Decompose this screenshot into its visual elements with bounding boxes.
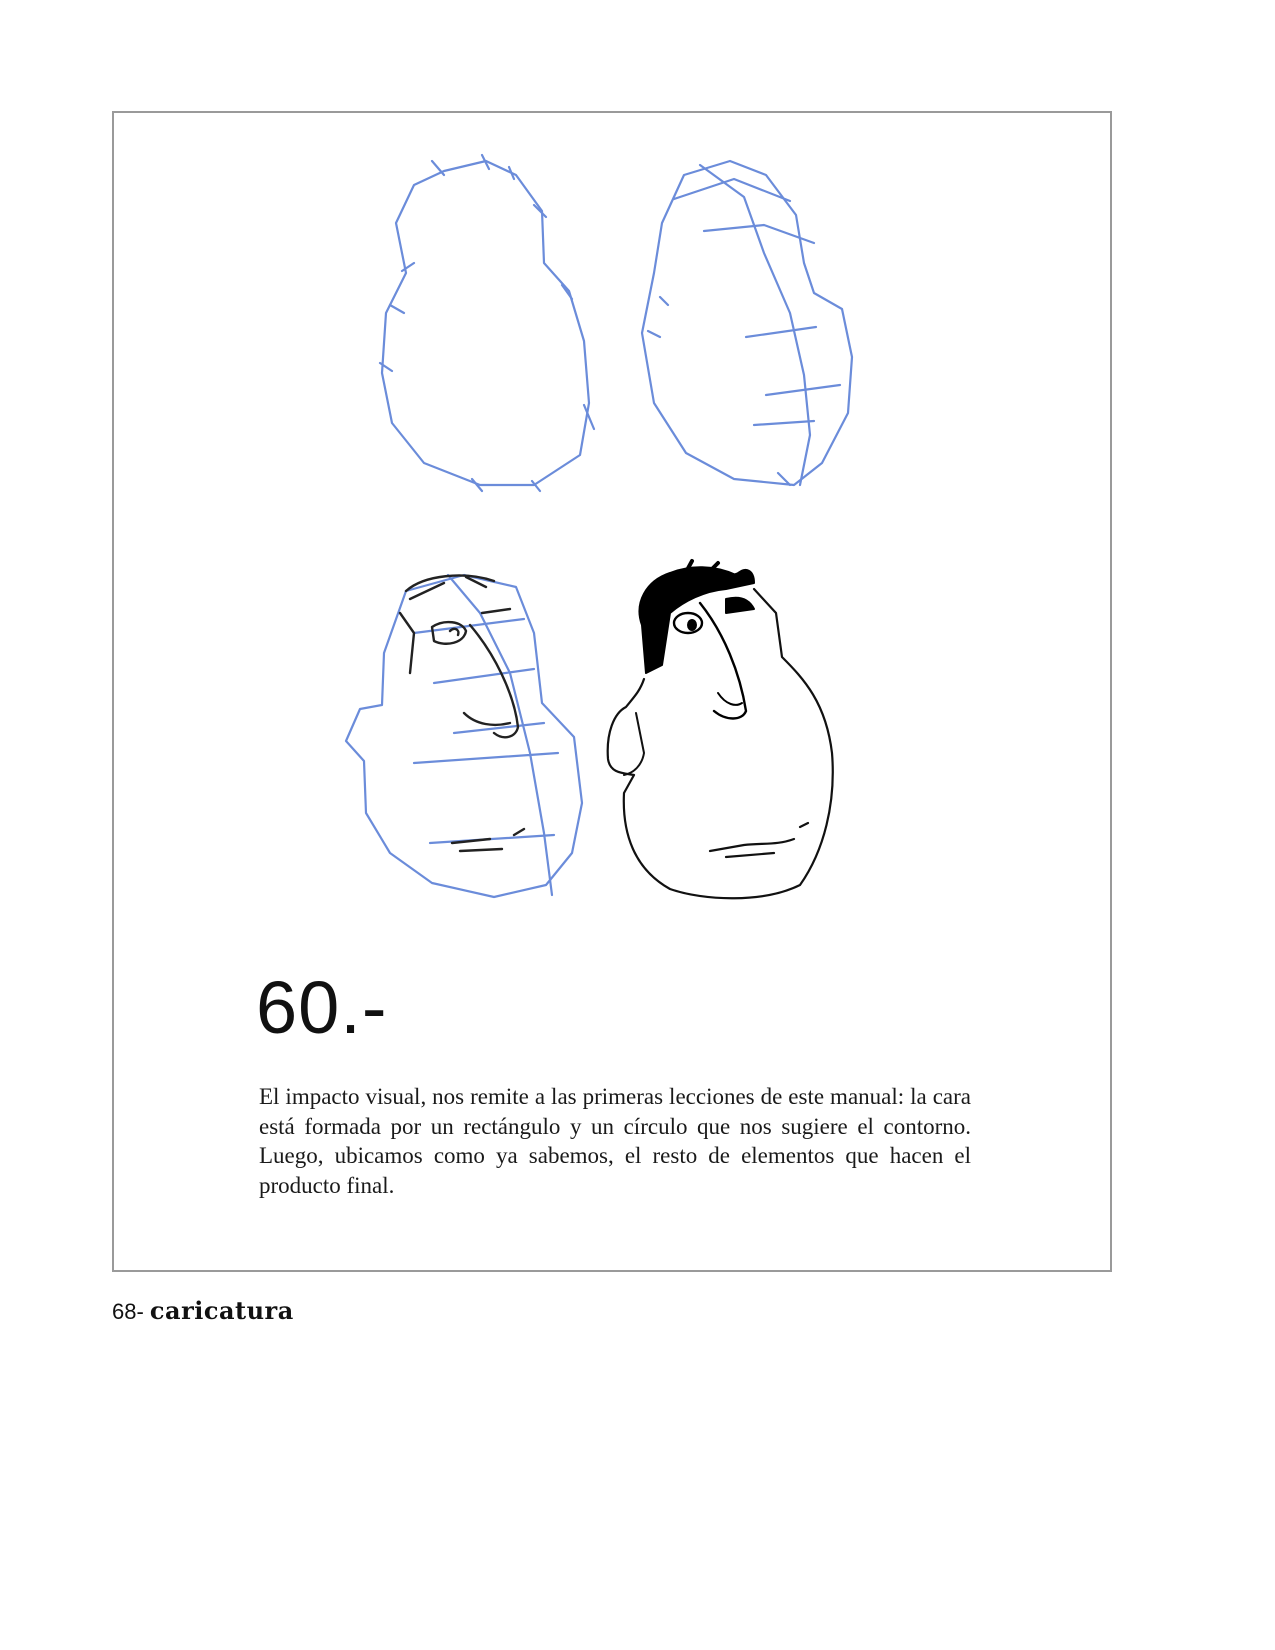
head-outline-with-guidelines — [642, 161, 852, 485]
page-number: 68- — [112, 1299, 144, 1324]
page-frame — [112, 111, 1112, 1272]
finished-caricature — [608, 561, 833, 898]
lesson-description: El impacto visual, nos remite a las primeras lecciones de este manual: la cara está formada por un rectángulo y un círculo que nos sugiere el contorno. Luego, ubicamos como ya sabemos, el resto de elementos que hacen el producto final. — [259, 1084, 971, 1198]
caricature-construction-illustrations — [114, 113, 1110, 953]
head-with-features-sketch — [346, 575, 582, 897]
head-outline-construction — [380, 155, 594, 491]
lesson-number: 60.- — [256, 966, 388, 1049]
section-title: caricatura — [149, 1296, 294, 1325]
page-footer — [112, 1296, 294, 1325]
